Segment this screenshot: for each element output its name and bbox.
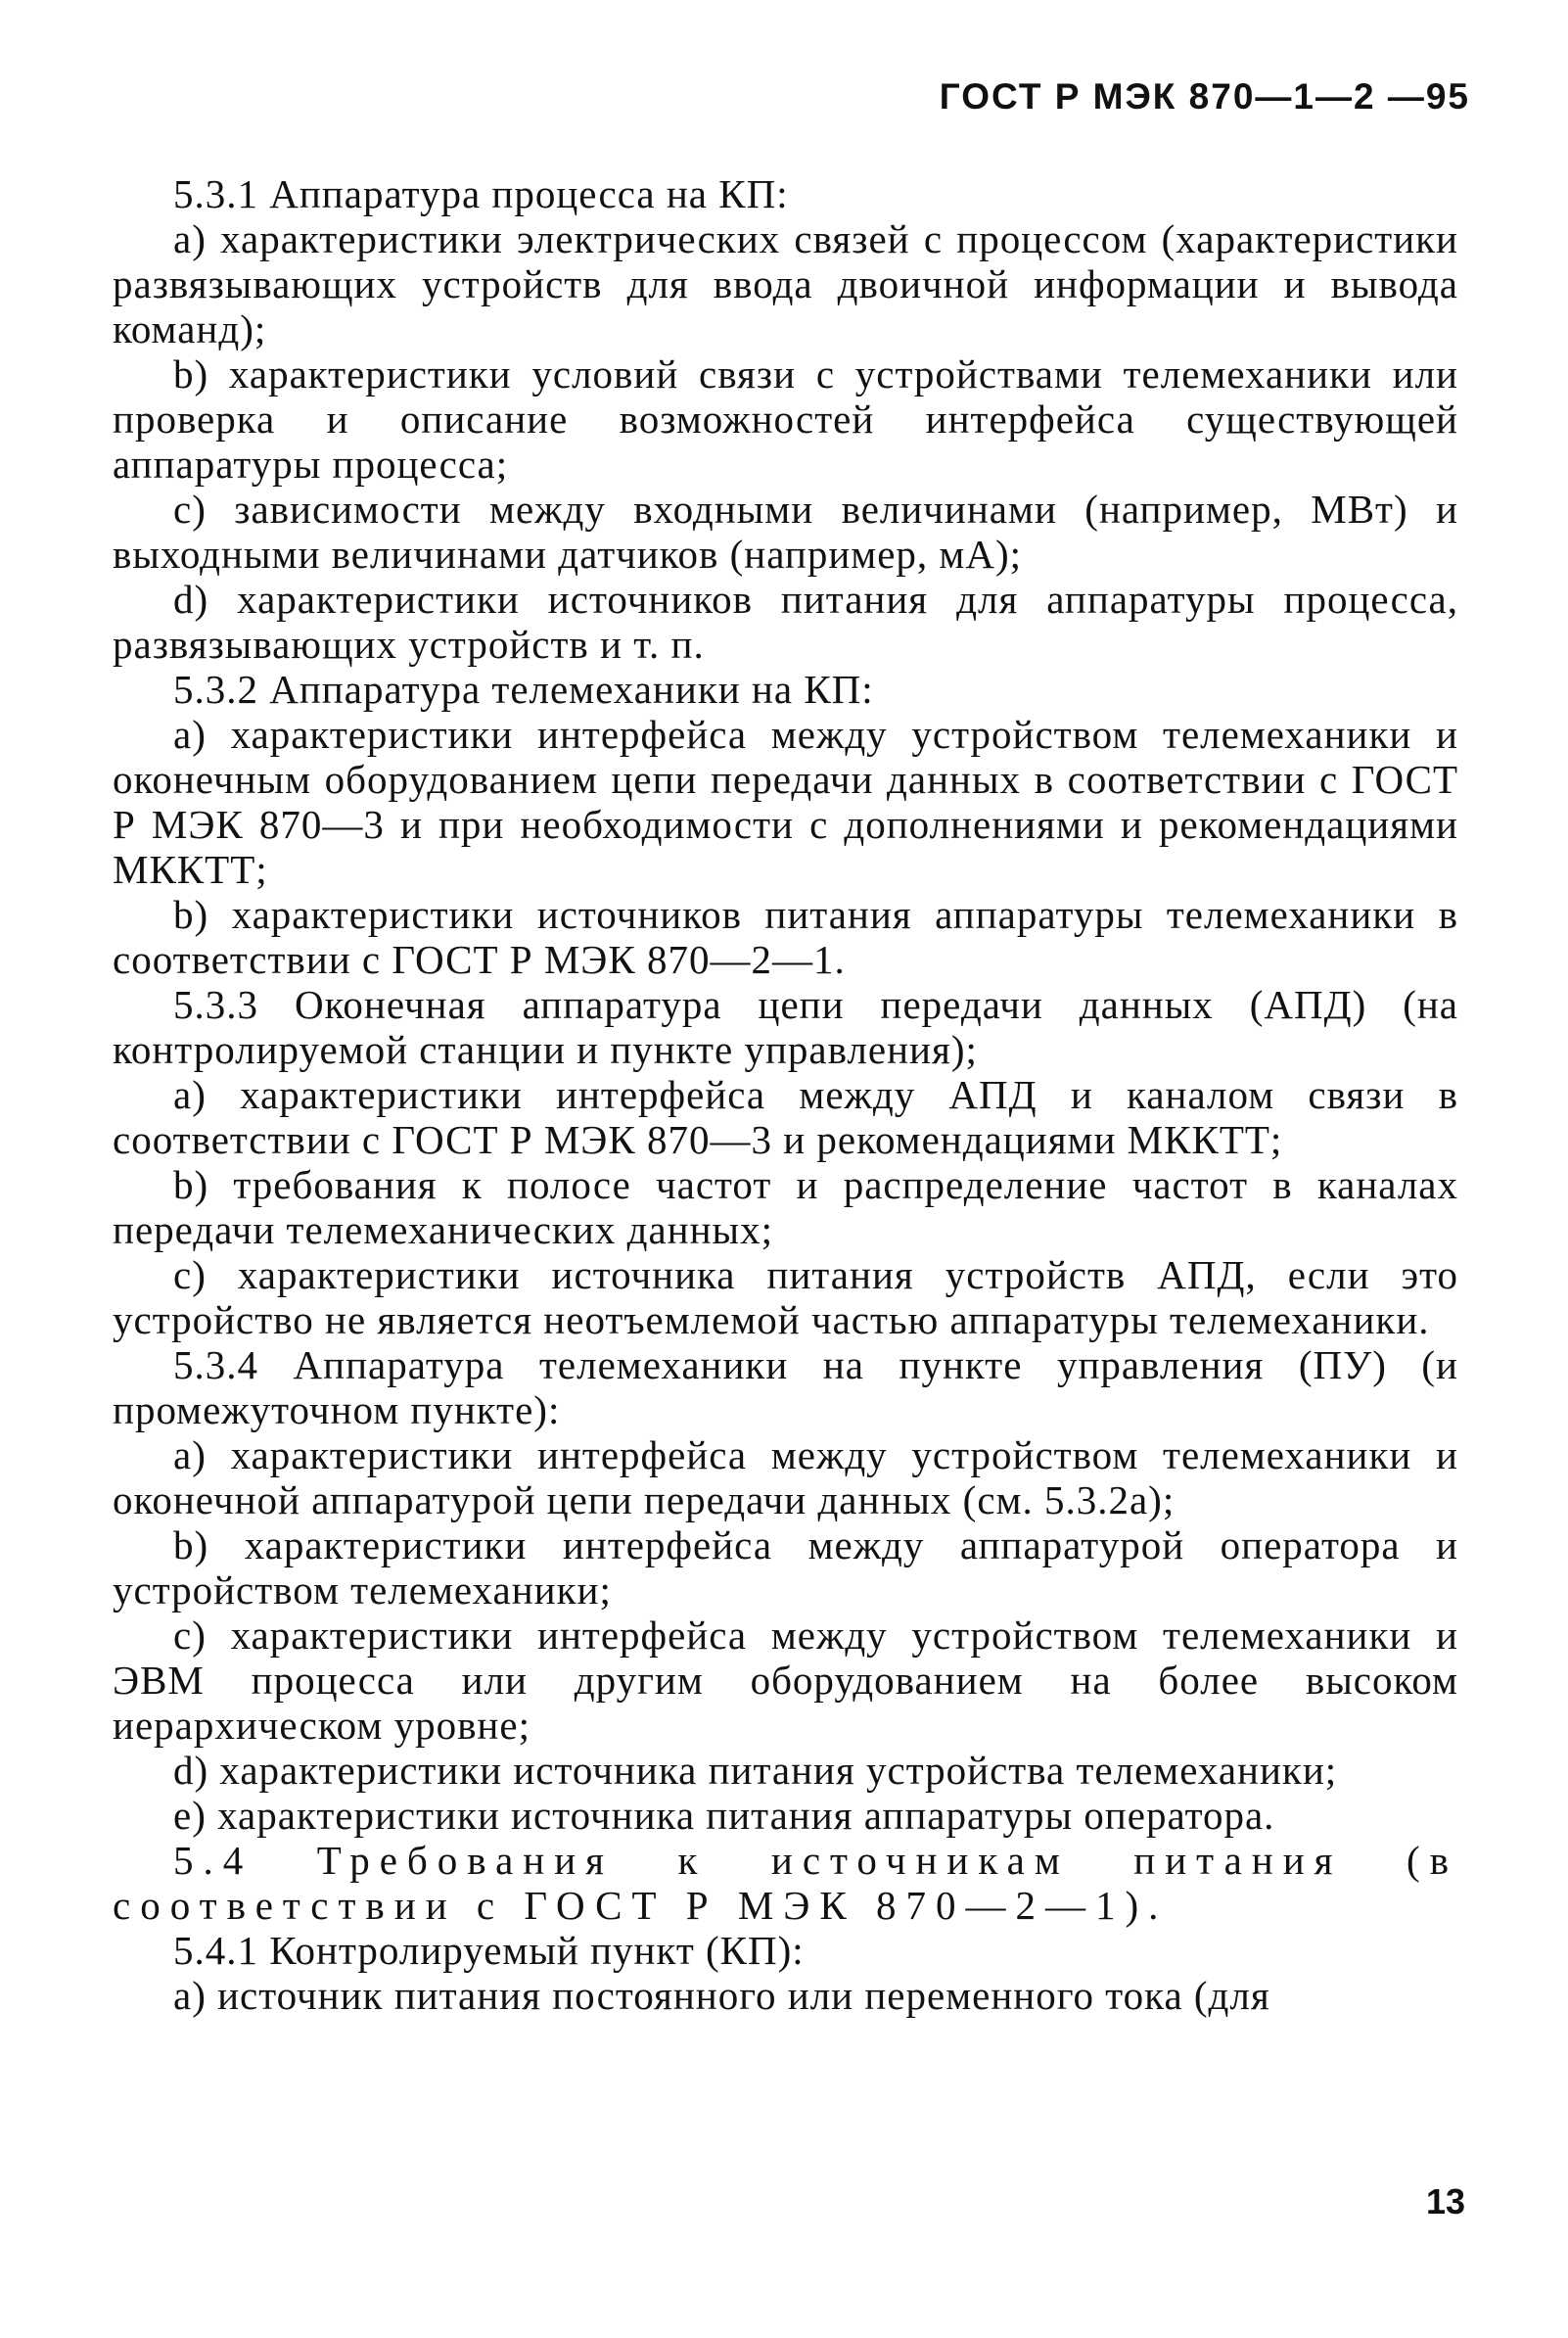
standard-header: ГОСТ Р МЭК 870—1—2 —95 bbox=[939, 76, 1470, 117]
body-text bbox=[113, 171, 1458, 2018]
list-item: a) характеристики интерфейса между устройством телемеханики и оконечным оборудованием цепи передачи данных в соответствии с ГОСТ Р МЭК 870—3 и при необходимости с дополнениями и рекомендациями МККТТ; bbox=[113, 712, 1458, 892]
list-item: d) характеристики источника питания устройства телемеханики; bbox=[173, 1748, 1338, 1793]
list-item: a) характеристики электрических связей с процессом (характеристики развязывающих устройств для ввода двоичной информации и вывода команд); bbox=[113, 216, 1458, 351]
list-item: a) характеристики интерфейса между устройством телемеханики и оконечной аппаратурой цепи передачи данных (см. 5.3.2a); bbox=[113, 1432, 1458, 1522]
page-number: 13 bbox=[1425, 2181, 1465, 2221]
section-5-3-1-title: 5.3.1 Аппаратура процесса на КП: bbox=[173, 171, 789, 216]
section-5-4-title: 5.4 Требования к источникам питания (в соответствии с ГОСТ Р МЭК 870—2—1). bbox=[113, 1838, 1458, 1928]
section-5-3-2-title: 5.3.2 Аппаратура телемеханики на КП: bbox=[173, 667, 874, 712]
list-item: c) зависимости между входными величинами (например, МВт) и выходными величинами датчиков (например, мА); bbox=[113, 487, 1458, 577]
list-item: b) требования к полосе частот и распределение частот в каналах передачи телемеханических данных; bbox=[113, 1162, 1458, 1252]
section-5-3-4-title: 5.3.4 Аппаратура телемеханики на пункте управления (ПУ) (и промежуточном пункте): bbox=[113, 1342, 1458, 1432]
list-item: a) характеристики интерфейса между АПД и каналом связи в соответствии с ГОСТ Р МЭК 870—3 и рекомендациями МККТТ; bbox=[113, 1072, 1458, 1162]
list-item: b) характеристики источников питания аппаратуры телемеханики в соответствии с ГОСТ Р МЭК 870—2—1. bbox=[113, 892, 1458, 982]
list-item: c) характеристики источника питания устройств АПД, если это устройство не является неотъемлемой частью аппаратуры телемеханики. bbox=[113, 1252, 1458, 1342]
list-item: d) характеристики источников питания для аппаратуры процесса, развязывающих устройств и т. п. bbox=[113, 577, 1458, 667]
section-5-3-3-title: 5.3.3 Оконечная аппаратура цепи передачи данных (АПД) (на контролируемой станции и пункте управления); bbox=[113, 982, 1458, 1072]
list-item: c) характеристики интерфейса между устройством телемеханики и ЭВМ процесса или другим оборудованием на более высоком иерархическом уровне; bbox=[113, 1613, 1458, 1748]
list-item: b) характеристики условий связи с устройствами телемеханики или проверка и описание возможностей интерфейса существующей аппаратуры процесса; bbox=[113, 351, 1458, 487]
section-5-4-1-title: 5.4.1 Контролируемый пункт (КП): bbox=[173, 1928, 805, 1973]
list-item: b) характеристики интерфейса между аппаратурой оператора и устройством телемеханики; bbox=[113, 1522, 1458, 1613]
list-item: e) характеристики источника питания аппаратуры оператора. bbox=[173, 1793, 1275, 1838]
list-item: a) источник питания постоянного или переменного тока (для bbox=[173, 1973, 1270, 2018]
